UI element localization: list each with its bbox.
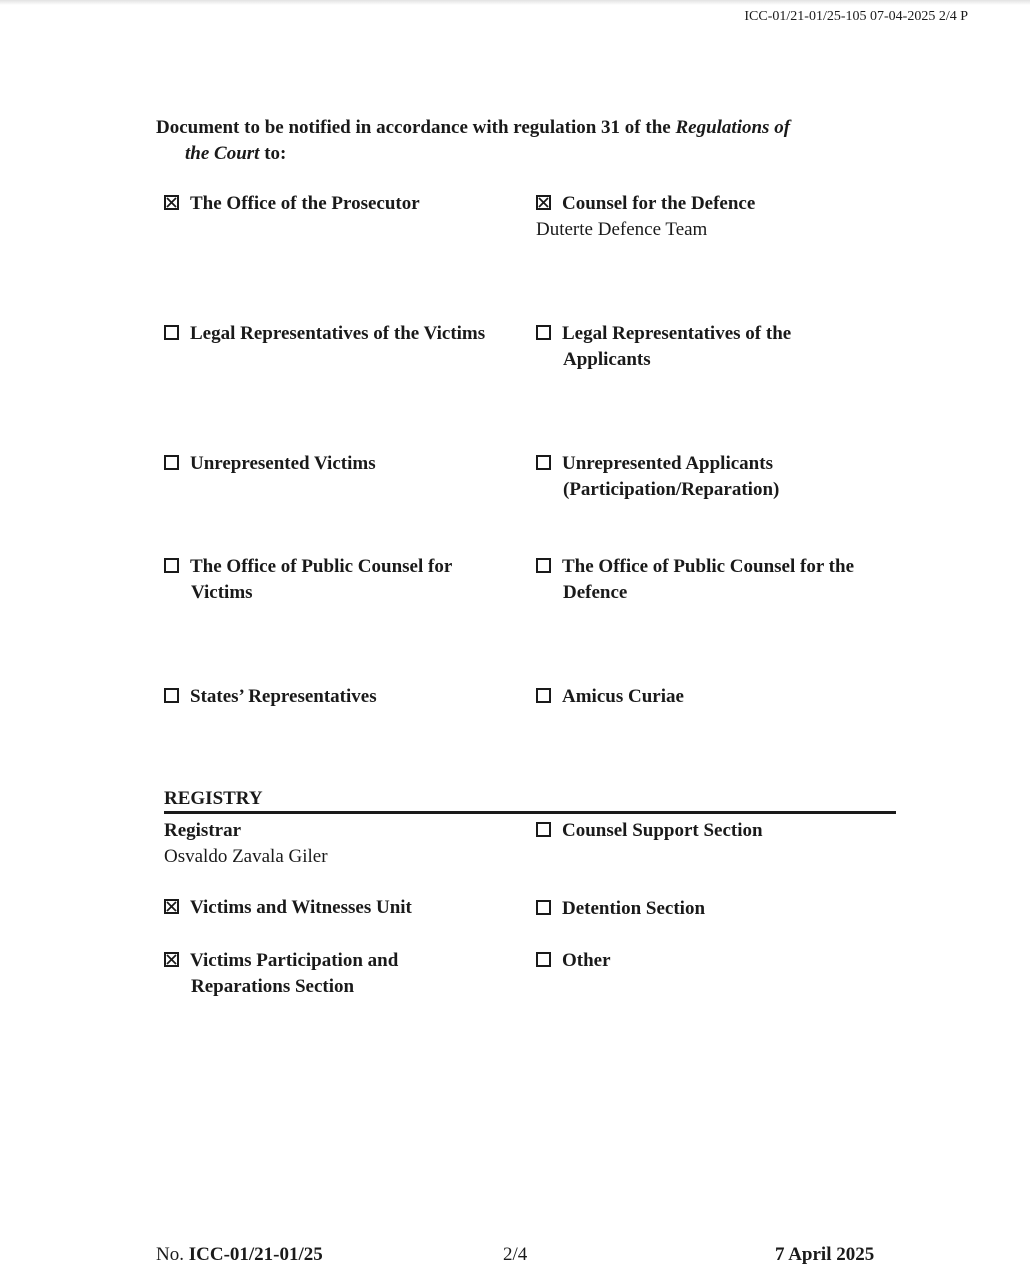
recipient-label: Other <box>562 950 611 971</box>
recipient-vprs <box>164 948 398 1000</box>
recipient-victims-witnesses-unit <box>164 895 412 921</box>
checkbox-checked-icon[interactable] <box>164 195 179 210</box>
footer-case-number <box>156 1244 323 1266</box>
checkbox-icon[interactable] <box>536 952 551 967</box>
notification-intro <box>156 115 876 167</box>
recipient-opcd <box>536 554 854 606</box>
recipient-label-line-1: The Office of Public Counsel for the <box>562 556 855 577</box>
recipient-legal-reps-victims <box>164 321 485 347</box>
checkbox-icon[interactable] <box>164 455 179 470</box>
checkbox-checked-icon[interactable] <box>164 899 179 914</box>
registry-heading: REGISTRY <box>164 788 263 809</box>
checkbox-icon[interactable] <box>536 325 551 340</box>
checkbox-icon[interactable] <box>536 455 551 470</box>
recipient-states-representatives <box>164 684 377 710</box>
footer-date <box>775 1244 874 1266</box>
checkbox-checked-icon[interactable] <box>164 952 179 967</box>
footer-no-prefix: No. <box>156 1244 189 1265</box>
recipient-unrepresented-applicants <box>536 451 779 503</box>
registrar-name: Osvaldo Zavala Giler <box>164 846 328 867</box>
checkbox-icon[interactable] <box>164 558 179 573</box>
checkbox-icon[interactable] <box>536 558 551 573</box>
recipient-label-line-1: Unrepresented Applicants <box>562 453 773 474</box>
document-reference-header: ICC-01/21-01/25-105 07-04-2025 2/4 P <box>744 9 968 24</box>
recipient-label-line-1: The Office of Public Counsel for <box>190 556 453 577</box>
intro-suffix: to: <box>259 143 287 164</box>
recipient-label-line-2: Reparations Section <box>191 976 355 997</box>
intro-prefix: Document to be notified in accordance with regulation 31 of the <box>156 117 676 138</box>
registry-divider <box>164 811 896 814</box>
recipient-label: Unrepresented Victims <box>190 453 376 474</box>
x-mark-icon <box>166 197 177 208</box>
registrar-title: Registrar <box>164 820 242 841</box>
recipient-label: Amicus Curiae <box>562 686 684 707</box>
intro-italic-2: the Court <box>185 143 260 164</box>
recipient-label: Victims and Witnesses Unit <box>190 897 412 918</box>
checkbox-icon[interactable] <box>164 688 179 703</box>
x-mark-icon <box>166 901 177 912</box>
recipient-label-line-1: Victims Participation and <box>190 950 399 971</box>
registrar-block <box>164 818 328 870</box>
intro-line-2 <box>156 141 876 167</box>
checkbox-checked-icon[interactable] <box>536 195 551 210</box>
recipient-label: Counsel for the Defence <box>562 193 756 214</box>
recipient-office-of-the-prosecutor <box>164 191 420 217</box>
x-mark-icon <box>538 197 549 208</box>
recipient-opcv <box>164 554 452 606</box>
defence-team-name: Duterte Defence Team <box>536 219 708 240</box>
recipient-counsel-for-the-defence <box>536 191 755 243</box>
recipient-label-line-2: Applicants <box>563 349 651 370</box>
recipient-label-line-2: Victims <box>191 582 253 603</box>
recipient-legal-reps-applicants <box>536 321 791 373</box>
recipient-label: States’ Representatives <box>190 686 377 707</box>
checkbox-icon[interactable] <box>164 325 179 340</box>
recipient-label-line-2: Defence <box>563 582 628 603</box>
recipient-other <box>536 948 611 974</box>
recipient-label: The Office of the Prosecutor <box>190 193 420 214</box>
recipient-detention-section <box>536 896 705 922</box>
recipient-unrepresented-victims <box>164 451 376 477</box>
recipient-label: Detention Section <box>562 898 706 919</box>
document-date: 7 April 2025 <box>775 1244 875 1265</box>
footer-page-number: 2/4 <box>503 1244 528 1265</box>
scan-top-edge <box>0 0 1030 5</box>
checkbox-icon[interactable] <box>536 688 551 703</box>
recipient-amicus-curiae <box>536 684 684 710</box>
case-number: ICC-01/21-01/25 <box>188 1244 323 1265</box>
checkbox-icon[interactable] <box>536 900 551 915</box>
x-mark-icon <box>166 954 177 965</box>
recipient-label: Legal Representatives of the Victims <box>190 323 486 344</box>
intro-italic-1: Regulations of <box>675 117 791 138</box>
recipient-label: Counsel Support Section <box>562 820 763 841</box>
checkbox-icon[interactable] <box>536 822 551 837</box>
recipient-label-line-2: (Participation/Reparation) <box>563 479 780 500</box>
recipient-label-line-1: Legal Representatives of the <box>562 323 792 344</box>
recipient-counsel-support-section <box>536 818 763 844</box>
